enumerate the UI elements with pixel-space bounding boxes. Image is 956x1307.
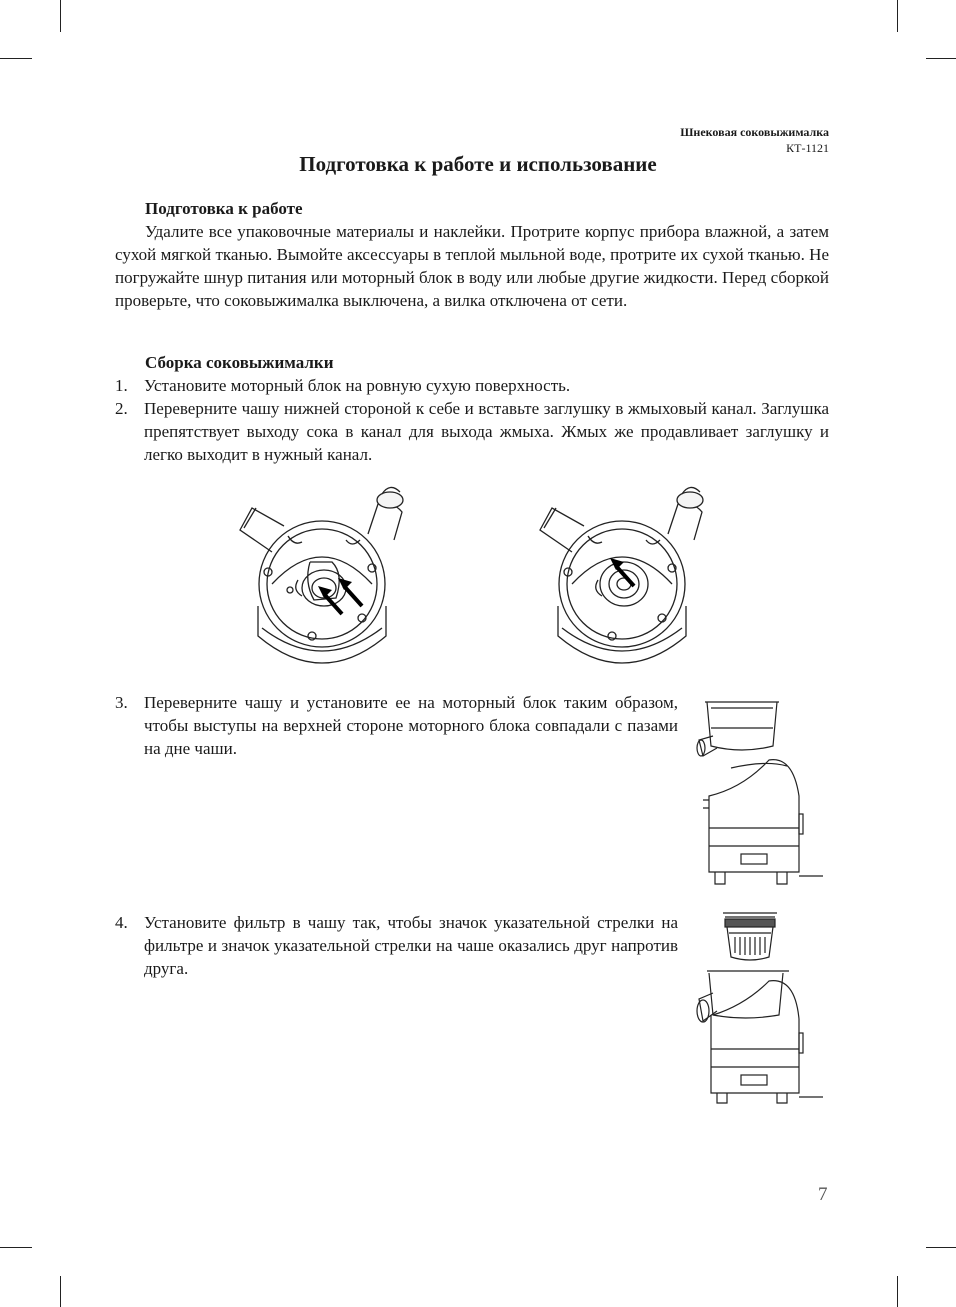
illustration-bowl-on-motor-unit: [695, 696, 830, 888]
header-model-number: КТ-1121: [786, 141, 829, 155]
crop-mark: [897, 0, 898, 32]
step-text: Переверните чашу и установите ее на моторный блок таким образом, чтобы выступы на верхней стороне моторного блока совпадали с пазами на дне чаши.: [144, 693, 678, 758]
step-number: 3.: [115, 693, 128, 712]
juicer-bowl-icon: [697, 702, 779, 756]
header-product-name: Шнековая соковыжималка: [680, 125, 829, 139]
arrow-icon: [616, 566, 634, 586]
list-item: [115, 691, 678, 760]
preparation-paragraph: Удалите все упаковочные материалы и наклейки. Протрите корпус прибора влажной, а затем сухой мягкой тканью. Вымойте аксессуары в теплой мыльной воде, протрите их сухой тканью. Не погружайте шнур питания или моторный блок в воду или любые другие жидкости. Перед сборкой проверьте, что соковыжималка выключена, а вилка отключена от сети.: [115, 222, 829, 310]
step-number: 1.: [115, 376, 128, 395]
list-item: [115, 374, 829, 397]
crop-mark: [926, 1247, 956, 1248]
crop-mark: [926, 58, 956, 59]
illustration-filter-into-bowl: [695, 907, 830, 1107]
page-number: 7: [818, 1184, 828, 1205]
juicer-bowl-underside-icon: [240, 487, 403, 663]
step-text: Установите моторный блок на ровную сухую поверхность.: [144, 376, 571, 395]
section-heading-preparation: Подготовка к работе: [145, 199, 303, 218]
step-number: 2.: [115, 399, 128, 418]
crop-mark: [60, 0, 61, 32]
step-text: Переверните чашу нижней стороной к себе и вставьте заглушку в жмыховый канал. Заглушка препятствует выходу сока в канал для выхода жмыха. Жмых же продавливает заглушку и легко выходит в нужный канал.: [144, 399, 829, 464]
arrow-icon: [610, 558, 624, 570]
step-number: 4.: [115, 913, 128, 932]
juicer-motor-unit-icon: [697, 971, 823, 1103]
juicer-filter-icon: [723, 913, 777, 960]
step-text: Установите фильтр в чашу так, чтобы значок указательной стрелки на фильтре и значок указательной стрелки на чаше оказались друг напротив друга.: [144, 913, 678, 978]
section-heading-assembly: Сборка соковыжималки: [145, 353, 334, 372]
crop-mark: [60, 1276, 61, 1307]
crop-mark: [0, 1247, 32, 1248]
page-title: Подготовка к работе и использование: [299, 152, 657, 176]
illustration-bowl-plug-inserted: [532, 478, 712, 678]
juicer-motor-unit-icon: [703, 760, 823, 884]
juicer-bowl-underside-icon: [540, 487, 703, 663]
list-item: [115, 911, 678, 980]
illustration-bowl-plug-inserting: [232, 478, 412, 678]
crop-mark: [897, 1276, 898, 1307]
list-item: [115, 397, 829, 466]
crop-mark: [0, 58, 32, 59]
